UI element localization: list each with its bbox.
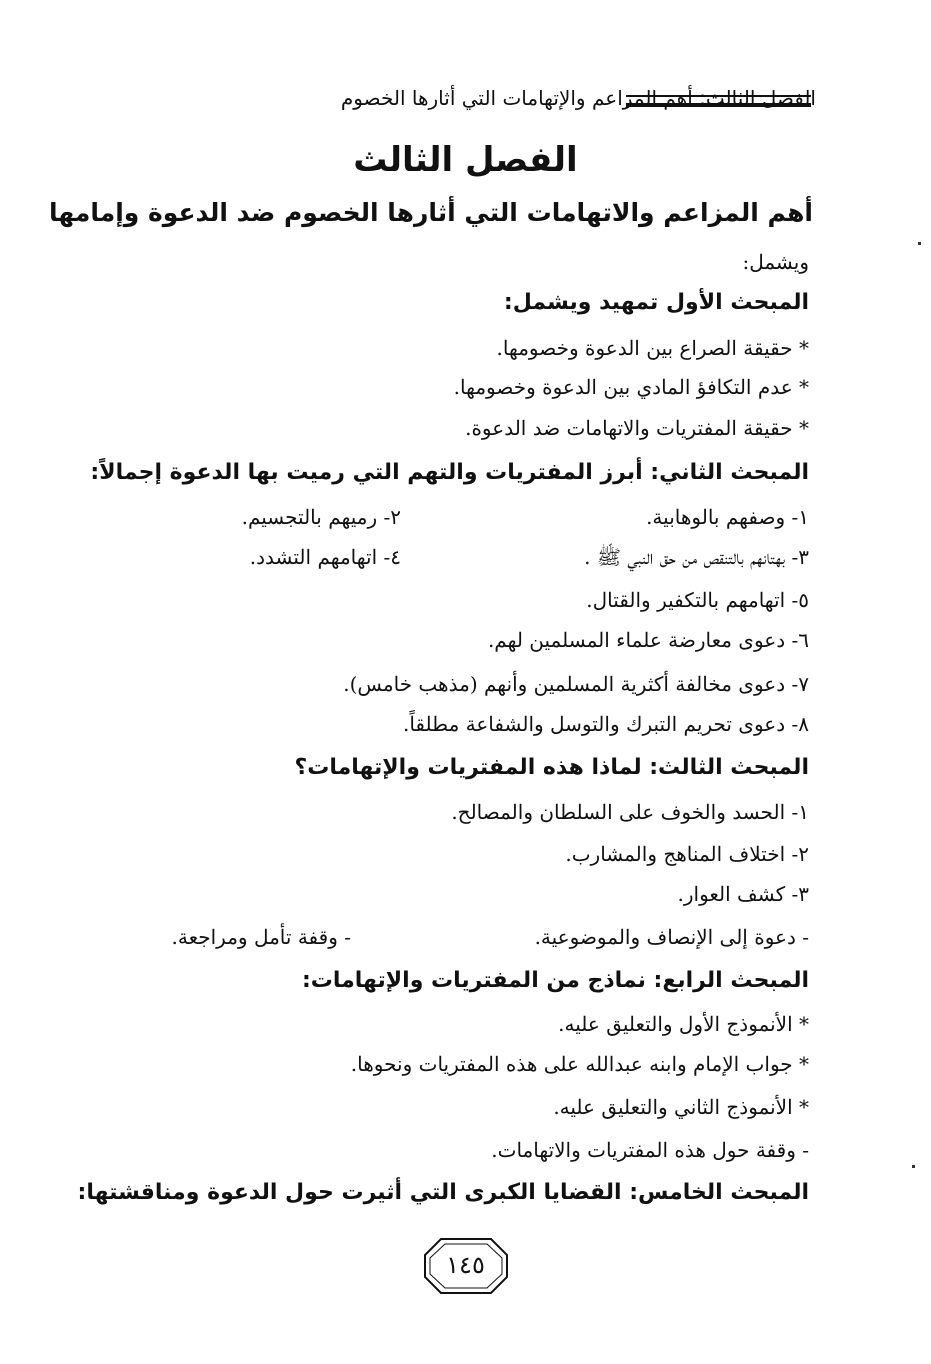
scan-speck [918, 242, 921, 245]
section2-item: ٣- بهتانهم بالتنقص من حق النبي ﷺ . [584, 545, 809, 569]
section4-item: * الأنموذج الثاني والتعليق عليه. [553, 1095, 809, 1119]
running-header-text: الفصل الثالث: أهم المزاعم والإتهامات التي أثارها الخصوم [340, 86, 816, 110]
section1-item: * حقيقة المفتريات والاتهامات ضد الدعوة. [465, 416, 809, 440]
intro-text: ويشمل: [742, 250, 809, 274]
section4-item: * الأنموذج الأول والتعليق عليه. [558, 1012, 809, 1036]
section3-heading: المبحث الثالث: لماذا هذه المفتريات والإتهامات؟ [294, 755, 809, 780]
section4-heading: المبحث الرابع: نماذج من المفتريات والإتهامات: [301, 968, 809, 993]
page-number: ١٤٥ [446, 1251, 485, 1279]
page-number-ornament [421, 1235, 511, 1297]
section4-item: * جواب الإمام وابنه عبدالله على هذه المفتريات ونحوها. [350, 1052, 809, 1076]
section2-heading: المبحث الثاني: أبرز المفتريات والتهم التي رميت بها الدعوة إجمالاً: [90, 460, 809, 485]
section2-item: ٧- دعوى مخالفة أكثرية المسلمين وأنهم (مذهب خامس). [343, 672, 809, 696]
section2-item: ٤- اتهامهم التشدد. [249, 545, 401, 569]
section3-item: - وقفة تأمل ومراجعة. [171, 925, 351, 949]
section2-item: ٢- رميهم بالتجسيم. [241, 505, 401, 529]
section4-item: - وقفة حول هذه المفتريات والاتهامات. [491, 1138, 809, 1162]
chapter-title: الفصل الثالث [353, 140, 578, 180]
section2-item: ١- وصفهم بالوهابية. [646, 505, 809, 529]
section2-item: ٨- دعوى تحريم التبرك والتوسل والشفاعة مطلقاً. [402, 712, 809, 736]
section2-item: ٥- اتهامهم بالتكفير والقتال. [586, 588, 809, 612]
section1-item: * عدم التكافؤ المادي بين الدعوة وخصومها. [453, 375, 809, 399]
section2-item: ٦- دعوى معارضة علماء المسلمين لهم. [487, 628, 809, 652]
section3-item: ١- الحسد والخوف على السلطان والمصالح. [451, 800, 809, 824]
running-header [100, 78, 816, 118]
section5-heading: المبحث الخامس: القضايا الكبرى التي أثيرت حول الدعوة ومناقشتها: [77, 1180, 809, 1205]
scan-speck [912, 1165, 915, 1168]
section3-item: ٢- اختلاف المناهج والمشارب. [565, 842, 809, 866]
section3-item: ٣- كشف العوار. [677, 882, 809, 906]
chapter-subtitle: أهم المزاعم والاتهامات التي أثارها الخصوم ضد الدعوة وإمامها [48, 198, 813, 227]
section1-heading: المبحث الأول تمهيد ويشمل: [503, 290, 809, 315]
section3-item: - دعوة إلى الإنصاف والموضوعية. [534, 925, 809, 949]
section1-item: * حقيقة الصراع بين الدعوة وخصومها. [496, 336, 809, 360]
